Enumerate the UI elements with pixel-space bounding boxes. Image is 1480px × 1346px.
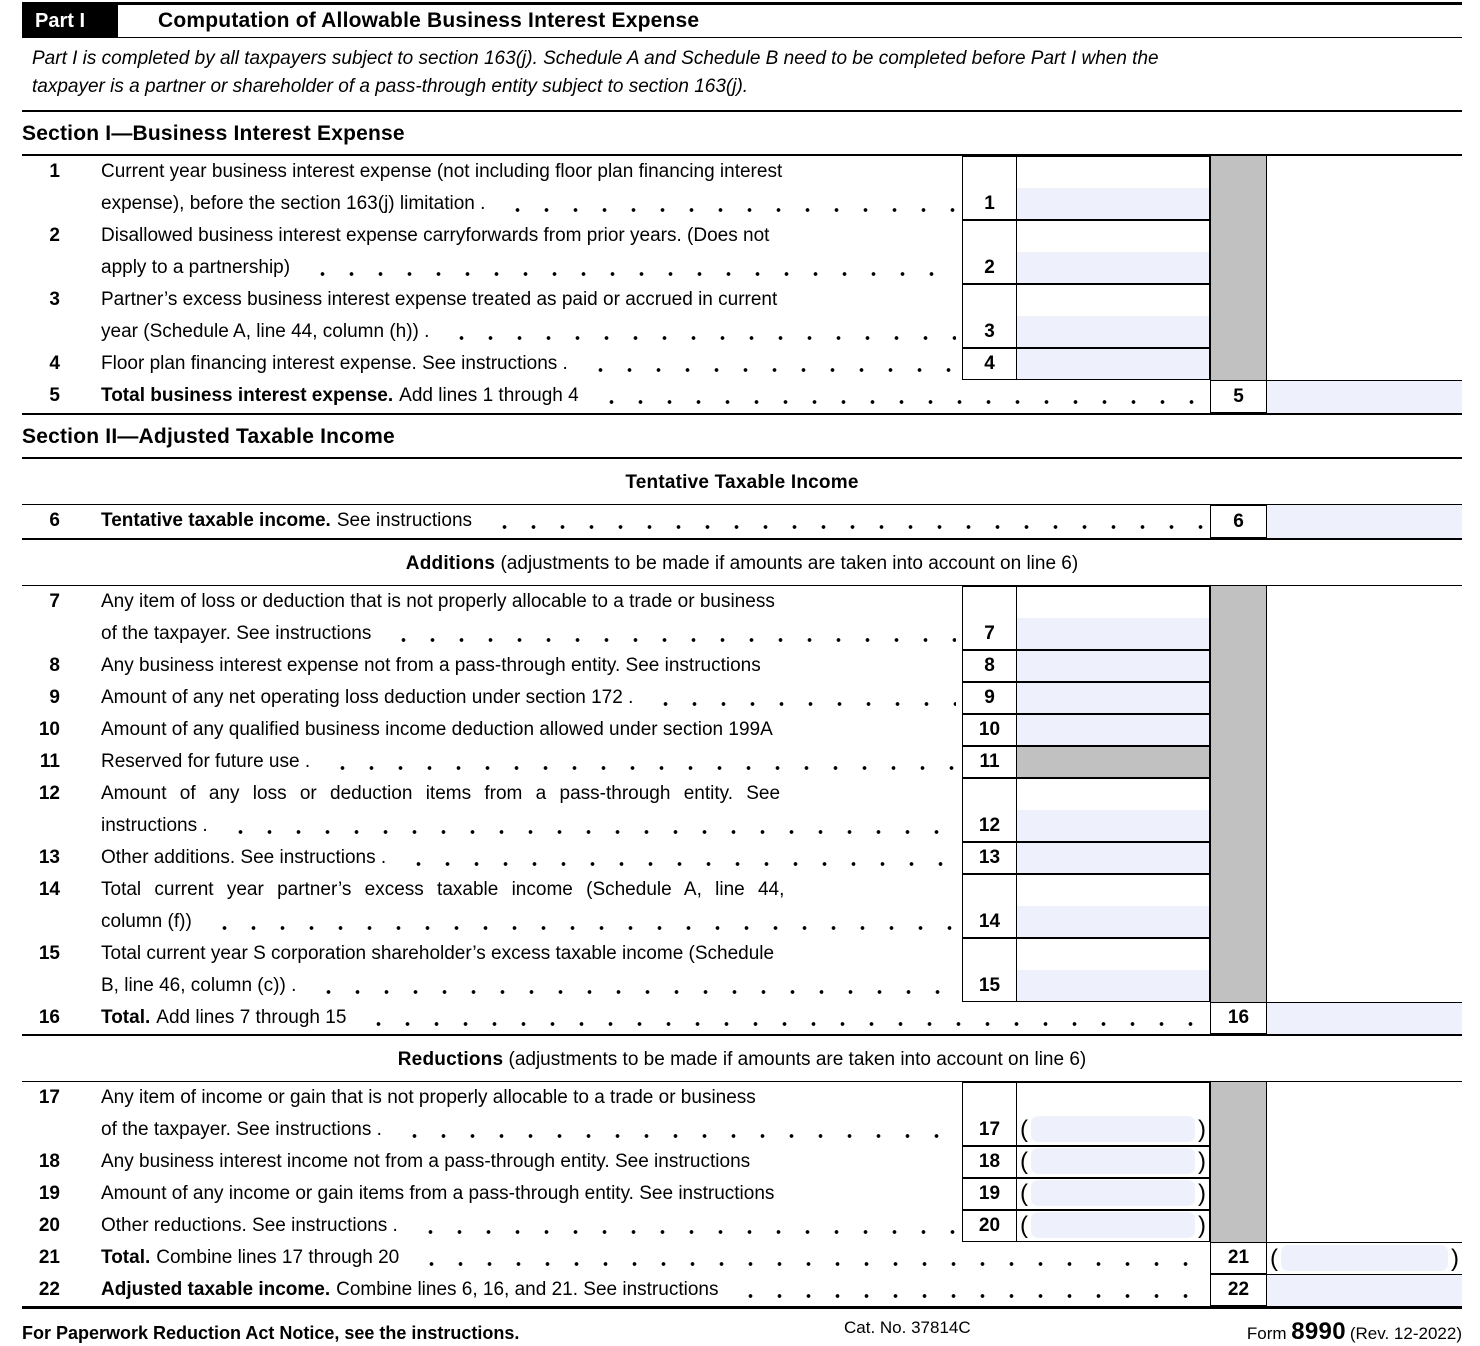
line-description (60, 348, 962, 380)
form-row-17 (22, 1082, 1462, 1146)
line-label: Any business interest expense not from a pass-through entity. See instructions (101, 655, 761, 676)
form-row-13 (22, 842, 1462, 874)
input-fill[interactable] (1017, 970, 1209, 1001)
line-number: 15 (38, 943, 60, 964)
form-number: 8990 (1291, 1318, 1346, 1345)
line-description (60, 1082, 962, 1146)
tentative-income-rows (22, 505, 1462, 540)
line-number-box (1210, 380, 1267, 413)
part-instructions-line1: Part I is completed by all taxpayers subject to section 163(j). Schedule A and Schedule B need to be completed before Part I when the (32, 48, 1159, 69)
line-number-box (962, 156, 1017, 220)
line-text (101, 1146, 962, 1178)
close-paren: ) (1451, 1245, 1459, 1272)
tentative-income-label: Tentative Taxable Income (625, 472, 859, 493)
shaded-cell (1210, 682, 1267, 714)
line-number-box (962, 714, 1017, 746)
line-number: 19 (978, 1183, 1001, 1204)
line-label: apply to a partnership) (101, 257, 291, 278)
close-paren: ) (1198, 1212, 1206, 1239)
line-number: 5 (1233, 386, 1244, 407)
line-text (101, 874, 962, 906)
line-number: 4 (49, 353, 60, 374)
form-row-14 (22, 874, 1462, 938)
line-5-input[interactable] (1267, 380, 1462, 413)
line-number: 11 (979, 751, 1000, 772)
line-description (60, 380, 1210, 413)
line-label: column (f)) (101, 911, 192, 932)
line-label: Add lines 1 through 4 (399, 385, 579, 406)
shaded-cell (1210, 1082, 1267, 1146)
spacer-cell (1267, 586, 1462, 650)
additions-label: Additions (405, 553, 496, 574)
line-number-box (962, 842, 1017, 874)
dot-leader (580, 348, 956, 380)
line-text (101, 682, 962, 714)
input-fill[interactable] (1031, 1148, 1195, 1174)
line-label: Add lines 7 through 15 (156, 1007, 347, 1028)
line-13-input[interactable] (1017, 842, 1210, 874)
line-label: of the taxpayer. See instructions . (101, 1119, 382, 1140)
spacer-cell (1267, 682, 1462, 714)
line-number: 2 (49, 225, 60, 246)
line-text (101, 1274, 1210, 1306)
dot-leader (441, 316, 956, 348)
form-row-15 (22, 938, 1462, 1002)
line-number: 20 (38, 1215, 60, 1236)
line-number: 1 (49, 161, 60, 182)
spacer-cell (1267, 1082, 1462, 1146)
line-number: 6 (49, 510, 60, 531)
line-bold-label: Tentative taxable income. (101, 510, 331, 531)
dot-leader (308, 970, 956, 1002)
additions-heading (22, 540, 1462, 586)
line-description (60, 586, 962, 650)
line-number: 2 (984, 257, 995, 278)
line-text (101, 618, 962, 650)
line-text (101, 650, 962, 682)
line-number: 22 (1227, 1279, 1250, 1300)
line-label: Any item of income or gain that is not properly allocable to a trade or business (101, 1087, 756, 1108)
line-1-input[interactable] (1017, 156, 1210, 220)
line-11-input (1017, 746, 1210, 778)
line-text (101, 252, 962, 284)
line-number-box (962, 1210, 1017, 1242)
form-footer (22, 1309, 1462, 1346)
line-text (101, 906, 962, 938)
form-row-9 (22, 682, 1462, 714)
form-row-22 (22, 1274, 1462, 1306)
line-number-box (962, 650, 1017, 682)
spacer-cell (1267, 650, 1462, 682)
line-label: Combine lines 17 through 20 (156, 1247, 400, 1268)
dot-leader (398, 842, 956, 874)
line-number: 7 (49, 591, 60, 612)
form-row-1 (22, 156, 1462, 220)
shaded-cell (1210, 586, 1267, 650)
line-number: 6 (1233, 511, 1244, 532)
input-fill[interactable] (1031, 1116, 1195, 1142)
line-number: 13 (978, 847, 1001, 868)
spacer-cell (1267, 348, 1462, 380)
line-bold-label: Adjusted taxable income. (101, 1279, 331, 1300)
line-label: Amount of any qualified business income deduction allowed under section 199A (101, 719, 773, 740)
input-fill[interactable] (1017, 810, 1209, 841)
line-description (60, 938, 962, 1002)
part-header (22, 5, 1462, 38)
open-paren: ( (1020, 1148, 1028, 1175)
shaded-cell (1210, 778, 1267, 842)
form-row-8 (22, 650, 1462, 682)
line-text (101, 505, 1210, 537)
line-9-input[interactable] (1017, 682, 1210, 714)
reductions-rows (22, 1082, 1462, 1309)
line-number-box (1210, 505, 1267, 538)
spacer-cell (1267, 1210, 1462, 1242)
form-row-6 (22, 505, 1462, 538)
reductions-label: Reductions (397, 1049, 504, 1070)
line-bold-label: Total business interest expense. (101, 385, 394, 406)
reductions-subtext: (adjustments to be made if amounts are taken into account on line 6) (503, 1049, 1087, 1070)
form-row-3 (22, 284, 1462, 348)
line-label: Amount of any income or gain items from a pass-through entity. See instructions (101, 1183, 775, 1204)
shaded-cell (1210, 156, 1267, 220)
line-number-box (962, 682, 1017, 714)
line-number: 3 (984, 321, 995, 342)
open-paren: ( (1270, 1245, 1278, 1272)
line-text (101, 1114, 962, 1146)
line-8-input[interactable] (1017, 650, 1210, 682)
line-19-input[interactable] (1017, 1178, 1210, 1210)
input-fill[interactable] (1017, 618, 1209, 649)
dot-leader (645, 682, 956, 714)
spacer-cell (1267, 156, 1462, 220)
line-number: 18 (978, 1151, 1001, 1172)
line-number: 20 (978, 1215, 1001, 1236)
line-number-box (962, 284, 1017, 348)
dot-leader (322, 746, 956, 778)
line-number: 11 (39, 751, 60, 772)
line-4-input[interactable] (1017, 348, 1210, 380)
line-number-box (962, 220, 1017, 284)
section-1-heading: Section I—Business Interest Expense (22, 112, 1462, 156)
form-row-20 (22, 1210, 1462, 1242)
close-paren: ) (1198, 1116, 1206, 1143)
line-number: 19 (38, 1183, 60, 1204)
line-text (101, 938, 962, 970)
shaded-cell (1210, 1178, 1267, 1210)
dot-leader (302, 252, 956, 284)
line-label: Floor plan financing interest expense. See instructions . (101, 353, 568, 374)
line-label: Partner’s excess business interest expense treated as paid or accrued in current (101, 289, 778, 310)
line-label: Combine lines 6, 16, and 21. See instructions (336, 1279, 719, 1300)
form-row-5 (22, 380, 1462, 413)
line-number-box (962, 586, 1017, 650)
spacer-cell (1267, 220, 1462, 284)
line-text (101, 1242, 1210, 1274)
shaded-cell (1210, 842, 1267, 874)
line-label: Total current year S corporation shareholder’s excess taxable income (Schedule (101, 943, 775, 964)
line-number: 8 (984, 655, 995, 676)
form-row-18 (22, 1146, 1462, 1178)
line-text (101, 778, 962, 810)
close-paren: ) (1198, 1180, 1206, 1207)
section-1-rows (22, 156, 1462, 415)
spacer-cell (1267, 746, 1462, 778)
spacer-cell (1267, 874, 1462, 938)
dot-leader (411, 1242, 1204, 1274)
line-12-input[interactable] (1017, 778, 1210, 842)
spacer-cell (1267, 842, 1462, 874)
shaded-cell (1210, 746, 1267, 778)
line-text (101, 1210, 962, 1242)
line-number-box (962, 938, 1017, 1002)
line-description (60, 284, 962, 348)
line-text (101, 586, 962, 618)
shaded-cell (1210, 1210, 1267, 1242)
form-row-2 (22, 220, 1462, 284)
line-7-input[interactable] (1017, 586, 1210, 650)
line-number: 15 (978, 975, 1001, 996)
line-21-input[interactable] (1267, 1242, 1462, 1274)
shaded-cell (1210, 938, 1267, 1002)
line-label: Any item of loss or deduction that is not properly allocable to a trade or business (101, 591, 775, 612)
line-10-input[interactable] (1017, 714, 1210, 746)
line-bold-label: Total. (101, 1247, 151, 1268)
line-label: expense), before the section 163(j) limitation . (101, 193, 486, 214)
line-number: 9 (984, 687, 995, 708)
line-number: 21 (38, 1247, 60, 1268)
line-number-box (1210, 1242, 1267, 1274)
shaded-cell (1210, 284, 1267, 348)
input-fill[interactable] (1017, 906, 1209, 937)
line-description (60, 156, 962, 220)
spacer-cell (1267, 284, 1462, 348)
line-number: 9 (49, 687, 60, 708)
line-label: Amount of any net operating loss deduction under section 172 . (101, 687, 634, 708)
line-number: 10 (978, 719, 1001, 740)
dot-leader (591, 380, 1204, 412)
line-number: 1 (984, 193, 995, 214)
line-label: of the taxpayer. See instructions (101, 623, 372, 644)
line-text (101, 842, 962, 874)
line-number: 5 (49, 385, 60, 406)
shaded-cell (1210, 714, 1267, 746)
line-18-input[interactable] (1017, 1146, 1210, 1178)
paperwork-notice: For Paperwork Reduction Act Notice, see the instructions. (22, 1323, 520, 1343)
line-description (60, 778, 962, 842)
line-description (60, 1146, 962, 1178)
line-number: 3 (49, 289, 60, 310)
line-number: 7 (984, 623, 995, 644)
line-description (60, 220, 962, 284)
line-description (60, 842, 962, 874)
line-16-input[interactable] (1267, 1002, 1462, 1034)
line-description (60, 650, 962, 682)
line-number: 16 (38, 1007, 60, 1028)
line-22-input[interactable] (1267, 1274, 1462, 1306)
line-15-input[interactable] (1017, 938, 1210, 1002)
line-text (101, 348, 962, 380)
line-label: Total current year partner’s excess taxable income (Schedule A, line 44, (101, 879, 785, 900)
line-2-input[interactable] (1017, 220, 1210, 284)
line-17-input[interactable] (1017, 1082, 1210, 1146)
section-2-heading: Section II—Adjusted Taxable Income (22, 415, 1462, 459)
form-row-4 (22, 348, 1462, 380)
catalog-number: Cat. No. 37814C (844, 1318, 971, 1337)
line-number: 18 (38, 1151, 60, 1172)
open-paren: ( (1020, 1180, 1028, 1207)
form-word: Form (1246, 1324, 1287, 1343)
dot-leader (358, 1002, 1204, 1034)
close-paren: ) (1198, 1148, 1206, 1175)
input-fill[interactable] (1017, 252, 1209, 283)
line-description (60, 1002, 1210, 1034)
shaded-cell (1210, 874, 1267, 938)
line-text (101, 970, 962, 1002)
line-label: Other reductions. See instructions . (101, 1215, 398, 1236)
input-fill[interactable] (1017, 188, 1209, 219)
line-number: 14 (38, 879, 60, 900)
line-number: 14 (978, 911, 1001, 932)
line-description (60, 1210, 962, 1242)
input-fill[interactable] (1031, 1180, 1195, 1206)
line-description (60, 1178, 962, 1210)
line-text (101, 1082, 962, 1114)
line-number-box (962, 1178, 1017, 1210)
line-number: 22 (38, 1279, 60, 1300)
line-text (101, 1002, 1210, 1034)
form-page (22, 0, 1462, 1346)
line-number: 12 (978, 815, 1001, 836)
line-text (101, 380, 1210, 412)
reductions-heading (22, 1036, 1462, 1082)
line-text (101, 746, 962, 778)
line-3-input[interactable] (1017, 284, 1210, 348)
line-label: Current year business interest expense (not including floor plan financing interest (101, 161, 783, 182)
shaded-cell (1210, 220, 1267, 284)
dot-leader (220, 810, 956, 842)
line-text (101, 714, 962, 746)
input-fill[interactable] (1281, 1245, 1448, 1271)
line-label: Any business interest income not from a pass-through entity. See instructions (101, 1151, 751, 1172)
line-6-input[interactable] (1267, 505, 1462, 538)
tentative-income-heading (22, 459, 1462, 505)
line-number-box (962, 746, 1017, 778)
spacer-cell (1267, 938, 1462, 1002)
dot-leader (394, 1114, 956, 1146)
line-description (60, 746, 962, 778)
form-row-21 (22, 1242, 1462, 1274)
line-number: 8 (49, 655, 60, 676)
line-description (60, 505, 1210, 538)
line-label: Disallowed business interest expense carryforwards from prior years. (Does not (101, 225, 770, 246)
line-description (60, 714, 962, 746)
line-description (60, 874, 962, 938)
line-label: Reserved for future use . (101, 751, 311, 772)
line-text (101, 316, 962, 348)
input-fill[interactable] (1031, 1212, 1195, 1238)
line-text (101, 810, 962, 842)
line-20-input[interactable] (1017, 1210, 1210, 1242)
line-label: Other additions. See instructions . (101, 847, 387, 868)
dot-leader (497, 188, 956, 220)
line-number-box (962, 348, 1017, 380)
line-bold-label: Total. (101, 1007, 151, 1028)
shaded-cell (1210, 348, 1267, 380)
additions-subtext: (adjustments to be made if amounts are taken into account on line 6) (495, 553, 1079, 574)
form-revision: (Rev. 12-2022) (1349, 1324, 1462, 1343)
form-row-11 (22, 746, 1462, 778)
shaded-cell (1210, 1146, 1267, 1178)
line-text (101, 1178, 962, 1210)
spacer-cell (1267, 714, 1462, 746)
shaded-cell (1210, 650, 1267, 682)
line-description (60, 1242, 1210, 1274)
line-number: 4 (984, 353, 995, 374)
line-label: Amount of any loss or deduction items from a pass-through entity. See (101, 783, 781, 804)
line-text (101, 220, 962, 252)
line-number: 13 (38, 847, 60, 868)
input-fill[interactable] (1017, 316, 1209, 347)
line-text (101, 284, 962, 316)
line-number: 21 (1227, 1247, 1250, 1268)
open-paren: ( (1020, 1116, 1028, 1143)
line-number: 17 (978, 1119, 1001, 1140)
dot-leader (730, 1274, 1204, 1306)
additions-rows (22, 586, 1462, 1036)
line-number: 17 (38, 1087, 60, 1108)
line-text (101, 188, 962, 220)
line-label: year (Schedule A, line 44, column (h)) . (101, 321, 430, 342)
line-number-box (962, 1082, 1017, 1146)
dot-leader (410, 1210, 956, 1242)
part-title: Computation of Allowable Business Interest Expense (158, 9, 700, 32)
line-text (101, 156, 962, 188)
line-number-box (962, 874, 1017, 938)
part-instructions-line2: taxpayer is a partner or shareholder of a pass-through entity subject to section 163(j). (32, 76, 749, 97)
form-row-16 (22, 1002, 1462, 1034)
form-row-10 (22, 714, 1462, 746)
line-description (60, 682, 962, 714)
line-number-box (962, 778, 1017, 842)
dot-leader (204, 906, 956, 938)
line-number: 10 (38, 719, 60, 740)
line-number: 16 (1227, 1007, 1250, 1028)
line-description (60, 1274, 1210, 1306)
line-label: B, line 46, column (c)) . (101, 975, 297, 996)
part-instructions (22, 38, 1462, 112)
line-14-input[interactable] (1017, 874, 1210, 938)
form-row-7 (22, 586, 1462, 650)
open-paren: ( (1020, 1212, 1028, 1239)
line-label: See instructions (336, 510, 473, 531)
form-row-12 (22, 778, 1462, 842)
spacer-cell (1267, 1178, 1462, 1210)
dot-leader (484, 505, 1204, 537)
part-label: Part I (22, 5, 118, 37)
dot-leader (383, 618, 956, 650)
spacer-cell (1267, 1146, 1462, 1178)
line-number: 12 (38, 783, 60, 804)
spacer-cell (1267, 778, 1462, 842)
line-number-box (962, 1146, 1017, 1178)
line-label: instructions . (101, 815, 208, 836)
form-row-19 (22, 1178, 1462, 1210)
line-number-box (1210, 1274, 1267, 1306)
line-number-box (1210, 1002, 1267, 1034)
